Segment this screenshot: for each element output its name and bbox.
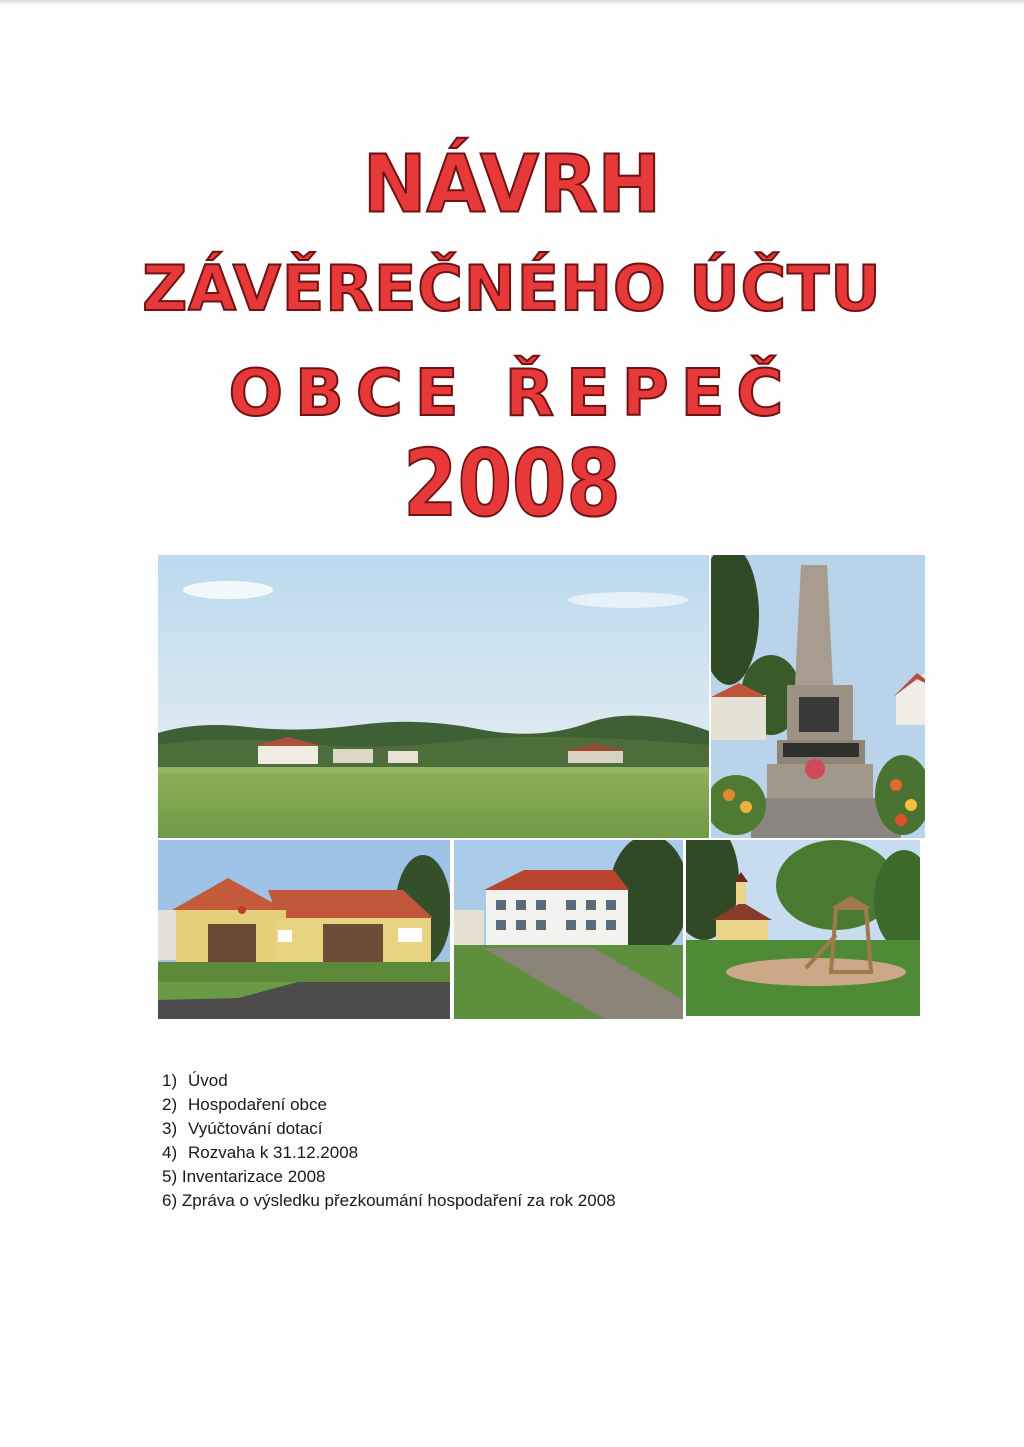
scan-edge — [0, 0, 1024, 5]
photo-apartment-building — [454, 840, 683, 1019]
title-line-4: 2008 — [403, 430, 621, 537]
photo-field-village — [158, 555, 709, 838]
contents-item-text: Zpráva o výsledku přezkoumání hospodaření za rok 2008 — [181, 1191, 616, 1210]
contents-item-number: 3) — [162, 1119, 178, 1138]
contents-item-number: 6) — [162, 1191, 178, 1210]
contents-item-text: Hospodaření obce — [188, 1095, 327, 1114]
contents-item — [162, 1189, 616, 1213]
contents-list — [162, 1069, 616, 1213]
contents-item-text: Vyúčtování dotací — [188, 1119, 323, 1138]
photo-memorial — [711, 555, 925, 838]
contents-item-text: Úvod — [188, 1071, 228, 1090]
title-line-1: NÁVRH — [362, 136, 662, 231]
title-line-3: OBCE ŘEPEČ — [228, 357, 796, 431]
contents-item-number: 5) — [162, 1167, 178, 1186]
contents-item-number: 1) — [162, 1071, 178, 1090]
contents-item-number: 2) — [162, 1095, 178, 1114]
contents-item-text: Rozvaha k 31.12.2008 — [188, 1143, 359, 1162]
contents-item — [162, 1141, 616, 1165]
contents-item — [162, 1117, 616, 1141]
contents-item — [162, 1093, 616, 1117]
contents-item — [162, 1165, 616, 1189]
title-line-2: ZÁVĚREČNÉHO ÚČTU — [142, 252, 882, 325]
contents-item — [162, 1069, 616, 1093]
contents-item-number: 4) — [162, 1143, 178, 1162]
photo-playground-chapel — [686, 840, 920, 1016]
photo-fire-station — [158, 840, 450, 1019]
contents-item-text: Inventarizace 2008 — [181, 1167, 326, 1186]
